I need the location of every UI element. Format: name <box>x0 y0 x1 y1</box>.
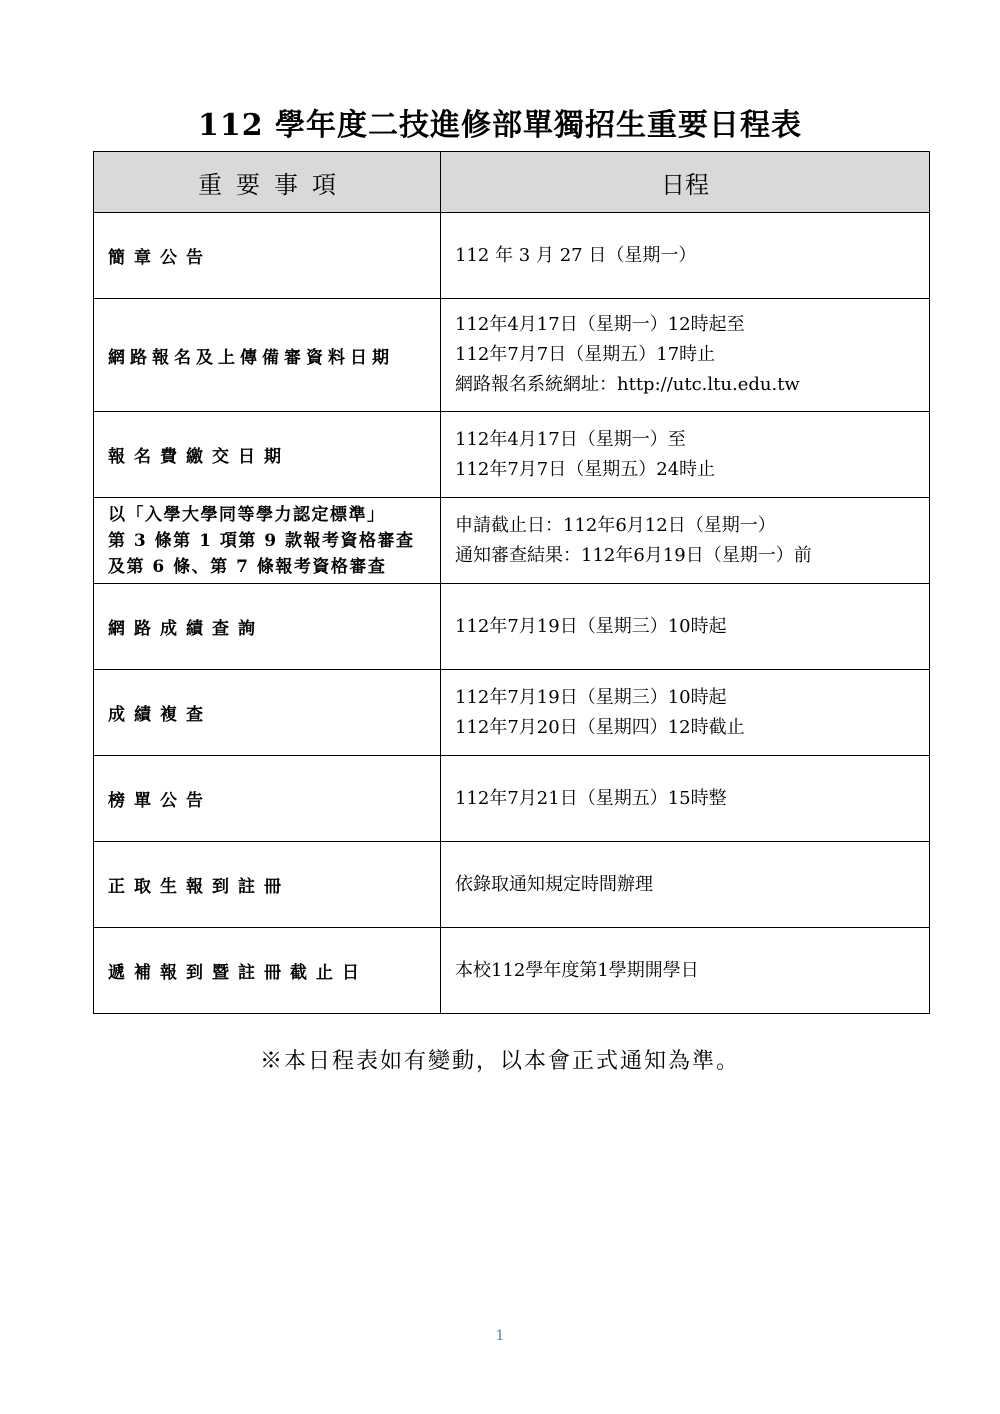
table-row <box>94 928 930 1014</box>
table-row <box>94 670 930 756</box>
table-row <box>94 756 930 842</box>
row-item: 簡章公告 <box>94 213 441 299</box>
row-schedule: 本校112學年度第1學期開學日 <box>441 928 930 1014</box>
row-schedule: 112年7月21日（星期五）15時整 <box>441 756 930 842</box>
row-item: 遞補報到暨註冊截止日 <box>94 928 441 1014</box>
table-row <box>94 584 930 670</box>
row-schedule: 112年7月19日（星期三）10時起 <box>441 584 930 670</box>
row-schedule: 依錄取通知規定時間辦理 <box>441 842 930 928</box>
table-row <box>94 213 930 299</box>
row-schedule: 112 年 3 月 27 日（星期一） <box>441 213 930 299</box>
table-row <box>94 412 930 498</box>
row-item: 報名費繳交日期 <box>94 412 441 498</box>
document-title: 112 學年度二技進修部單獨招生重要日程表 <box>197 108 803 143</box>
footnote: ※本日程表如有變動，以本會正式通知為準。 <box>259 1049 740 1074</box>
row-schedule: 112年4月17日（星期一）至 112年7月7日（星期五）24時止 <box>441 412 930 498</box>
row-item: 以「入學大學同等學力認定標準」 第 3 條第 1 項第 9 款報考資格審查 及第 6 條、第 7 條報考資格審查 <box>94 498 441 584</box>
table-row <box>94 842 930 928</box>
header-schedule: 日程 <box>441 152 930 213</box>
row-item: 正取生報到註冊 <box>94 842 441 928</box>
header-item: 重要事項 <box>94 152 441 213</box>
schedule-table <box>93 151 930 1014</box>
row-schedule: 112年4月17日（星期一）12時起至 112年7月7日（星期五）17時止 網路報名系統網址：http://utc.ltu.edu.tw <box>441 299 930 412</box>
row-item: 榜單公告 <box>94 756 441 842</box>
table-header-row <box>94 152 930 213</box>
row-item: 成績複查 <box>94 670 441 756</box>
row-item: 網路報名及上傳備審資料日期 <box>94 299 441 412</box>
table-row <box>94 498 930 584</box>
row-schedule: 申請截止日：112年6月12日（星期一） 通知審查結果：112年6月19日（星期一）前 <box>441 498 930 584</box>
row-item: 網路成績查詢 <box>94 584 441 670</box>
table-row <box>94 299 930 412</box>
row-schedule: 112年7月19日（星期三）10時起 112年7月20日（星期四）12時截止 <box>441 670 930 756</box>
page-number: 1 <box>495 1328 505 1344</box>
